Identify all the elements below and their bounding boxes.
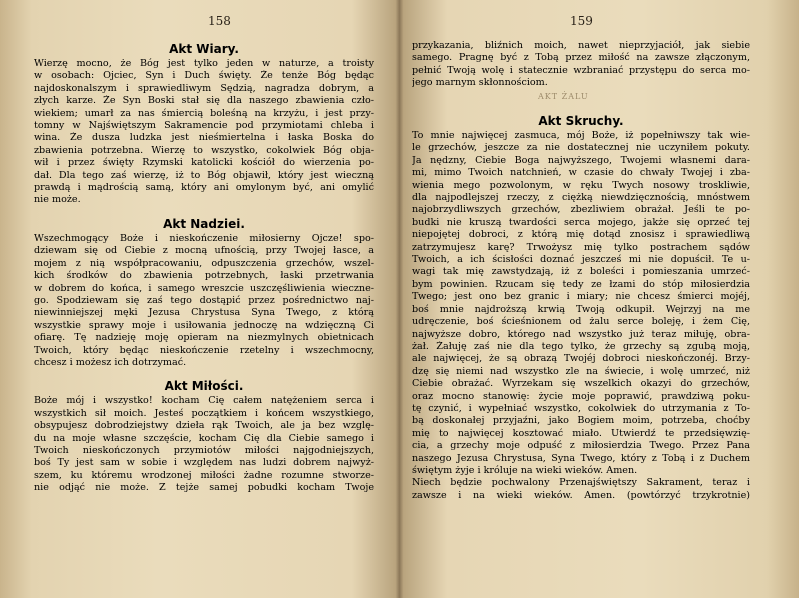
text-line: zawsze i na wieki wieków. Amen. (powtórzyć trzykrotnie) [412, 489, 750, 501]
text-line: zbawienia potrzebna. Wierzę to wszystko, cokolwiek Bóg obja- [34, 144, 374, 156]
text-line: chcesz i możesz ich dotrzymać. [34, 356, 187, 368]
text-line: dzę się niemi nad wszystko zle na świecie, i wolę umrzeć, niż [412, 365, 750, 377]
text-line: najwyższe dobro, którego nad wszystko już teraz miłuję, obra- [412, 328, 750, 340]
text-line: udręczenie, boś ścieśnionem od żalu serce boleję, i żem Cię, [412, 316, 750, 328]
text-line: wina. Że dusza ludzka jest nieśmiertelna i łaska Boska do [34, 132, 374, 144]
text-line: boś mnie najdroższą krwią Twoją odkupił. Wejrzyj na me [412, 303, 750, 315]
text-line: ale najwięcej, że są obrazą Twojéj dobroci nieskończonéj. Brzy- [412, 353, 750, 365]
text-line: prawdą i mądrością samą, który ani omylonym być, ani omylić [34, 182, 374, 194]
text-line: To mnie najwięcej zasmuca, mój Boże, iż popełniwszy tak wie- [412, 130, 750, 141]
text-line: wagi tak mię zawstydzają, iż z boleści i pomieszania umrzeć- [412, 266, 750, 278]
text-line: budki nie kruszą twardości serca mojego, jakże się oprzeć tej [412, 216, 750, 228]
left-page-text [34, 40, 374, 495]
text-line: jego marnym skłonnościom. [412, 77, 548, 89]
right-page-section [412, 112, 750, 502]
text-line: wszystkich sił moich. Jesteś początkiem i końcem wszystkiego, [34, 407, 374, 419]
section-heading: Akt Miłości. [164, 379, 244, 394]
text-line: Ja nędzny, Ciebie Boga najwyższego, Twojemi własnemi dara- [412, 154, 750, 166]
text-line: złych karze. Że Syn Boski stał się dla naszego zbawienia czło- [34, 95, 374, 107]
text-line: du na moje własne szczęście, kocham Cię dla Ciebie samego i [34, 432, 374, 444]
text-line: wiekiem; umarł za nas śmiercią boleśną na krzyżu, i jest przy- [34, 107, 374, 119]
text-line: le grzechów, jeszcze za nie dostatecznej nie uczyniłem pokuty. [412, 142, 750, 154]
page-number: 158 [208, 14, 231, 28]
section-heading: Akt Nadziei. [163, 216, 245, 231]
text-line: mi, mimo Twoich natchnień, w czasie do chwały Twojej i zba- [412, 167, 750, 179]
text-line: obsypujesz dobrodziejstwy dzieła rąk Twoich, ale ja bez wzglę- [34, 420, 374, 432]
page-number: 159 [570, 14, 593, 28]
text-line: pełnić Twoją wolę i statecznie wzbraniać przystępu do serca mo- [412, 64, 750, 76]
text-line: szem, ku któremu wrodzonej miłości żadne rozumne stworze- [34, 469, 374, 481]
text-line: samego. Pragnę być z Tobą przez miłość na zawsze złączonym, [412, 52, 750, 64]
text-line: świętym żyje i króluje na wieki wieków. Amen. [412, 464, 638, 476]
text-line: Twoich, a ich ścisłości doznać jeszcześ mi nie dopuścił. Te u- [412, 254, 750, 266]
text-line: tomny w Najświętszym Sakramencie pod przymiotami chleba i [34, 120, 374, 132]
text-line: dał. Dla tego zaś wierzę, iż to Bóg objawił, który jest wieczną [34, 169, 374, 181]
text-line: wszystkie sprawy moje i usiłowania jednoczę na wdzięczną Ci [34, 319, 374, 331]
text-line: wienia mego pozwolonym, w ręku Twych nosowy troskliwie, [412, 179, 750, 191]
text-line: Twoich nieskończonych przymiotów miłości najgodniejszych, [34, 444, 374, 456]
text-line: boś Ty jest sam w sobie i względem nas ludzi dobrem najwyż- [34, 457, 374, 469]
text-line: cia, a grzechy moje odpuść z miłosierdzia Twego. Przez Pana [412, 440, 750, 452]
text-line: Wszechmogący Boże i nieskończenie miłosierny Ojcze! spo- [34, 232, 374, 244]
text-line: w osobach: Ojciec, Syn i Duch święty. Że tenże Bóg będąc [34, 70, 374, 82]
text-line: oraz mocno stanowię: życie moje poprawić, prawdziwą poku- [412, 390, 750, 402]
text-line: przykazania, bliźnich moich, nawet nieprzyjaciół, jak siebie [412, 40, 750, 51]
text-line: Niech będzie pochwalony Przenajświętszy Sakrament, teraz i [412, 477, 750, 489]
text-line: nie może. [34, 194, 81, 206]
text-line: kich środków do zbawienia potrzebnych, łaski przetrwania [34, 270, 374, 282]
right-page-top-text [412, 40, 750, 90]
text-line: naszego Jezusa Chrystusa, Syna Twego, który z Tobą i z Duchem [412, 452, 750, 464]
text-line: Wierzę mocno, że Bóg jest tylko jeden w naturze, a troisty [34, 58, 374, 69]
faded-heading: AKT ŻALU [538, 92, 589, 101]
text-line: Twego; jest ono bez granic i miary; nie chcesz śmierci mojéj, [412, 291, 750, 303]
text-line: Twoich, który będąc nieskończenie rzetelny i wszechmocny, [34, 344, 374, 356]
text-line: mię to najwięcej kosztować miało. Utwierdź te przedsięwzię- [412, 427, 750, 439]
text-line: dziewam się od Ciebie z mocną ufnością, przy Twojej łasce, a [34, 245, 374, 257]
text-line: nie odjąć nie może. Z tejże samej pobudki kocham Twoje [34, 482, 374, 494]
text-line: tę czynić, i wypełniać wszystko, cokolwiek do utrzymania z To- [412, 402, 750, 414]
text-line: żał. Żałuję zaś nie dla tego tylko, że grzechy są zgubą moją, [412, 340, 750, 352]
text-line: ofiarę. Tę nadzieję moję opieram na niezmylnych obietnicach [34, 332, 374, 344]
text-line: wił i przez święty Rzymski katolicki kościół do wierzenia po- [34, 157, 374, 169]
text-line: niepojętej dobroci, z którą mię dotąd znosisz i sprawiedliwą [412, 229, 750, 241]
text-line: najobrzydliwszych grzechów, zbezliwiem obrażał. Jeśli te po- [412, 204, 750, 216]
text-line: Boże mój i wszystko! kocham Cię całem natężeniem serca i [34, 395, 374, 407]
text-line: bym powinien. Rzucam się tedy ze łzami do stóp miłosierdzia [412, 278, 750, 290]
text-line: Ciebie obrażać. Wyrzekam się wszelkich okazyi do grzechów, [412, 378, 750, 390]
text-line: najdoskonalszym i sprawiedliwym Sędzią, nagradza dobrym, a [34, 82, 374, 94]
text-line: dla najpodlejszej rzeczy, z ciężką niewdzięcznością, mnóstwem [412, 192, 750, 204]
text-line: go. Spodziewam się zaś tego dostąpić przez pośrednictwo naj- [34, 294, 374, 306]
section-heading: Akt Skruchy. [538, 114, 624, 128]
text-line: mojem z nią współpracowaniu, odpuszczenia grzechów, wszel- [34, 257, 374, 269]
text-line: bą doskonałej przyjaźni, jako Bogiem moim, potrzeba, choćby [412, 415, 750, 427]
text-line: niewinniejszej męki Jezusa Chrystusa Syna Twego, z którą [34, 307, 374, 319]
text-line: zatrzymujesz karę? Trwożysz mię tylko postrachem sądów [412, 241, 750, 253]
section-heading: Akt Wiary. [169, 42, 239, 56]
text-line: w dobrem do końca, i samego wreszcie uszczęśliwienia wieczne- [34, 282, 374, 294]
